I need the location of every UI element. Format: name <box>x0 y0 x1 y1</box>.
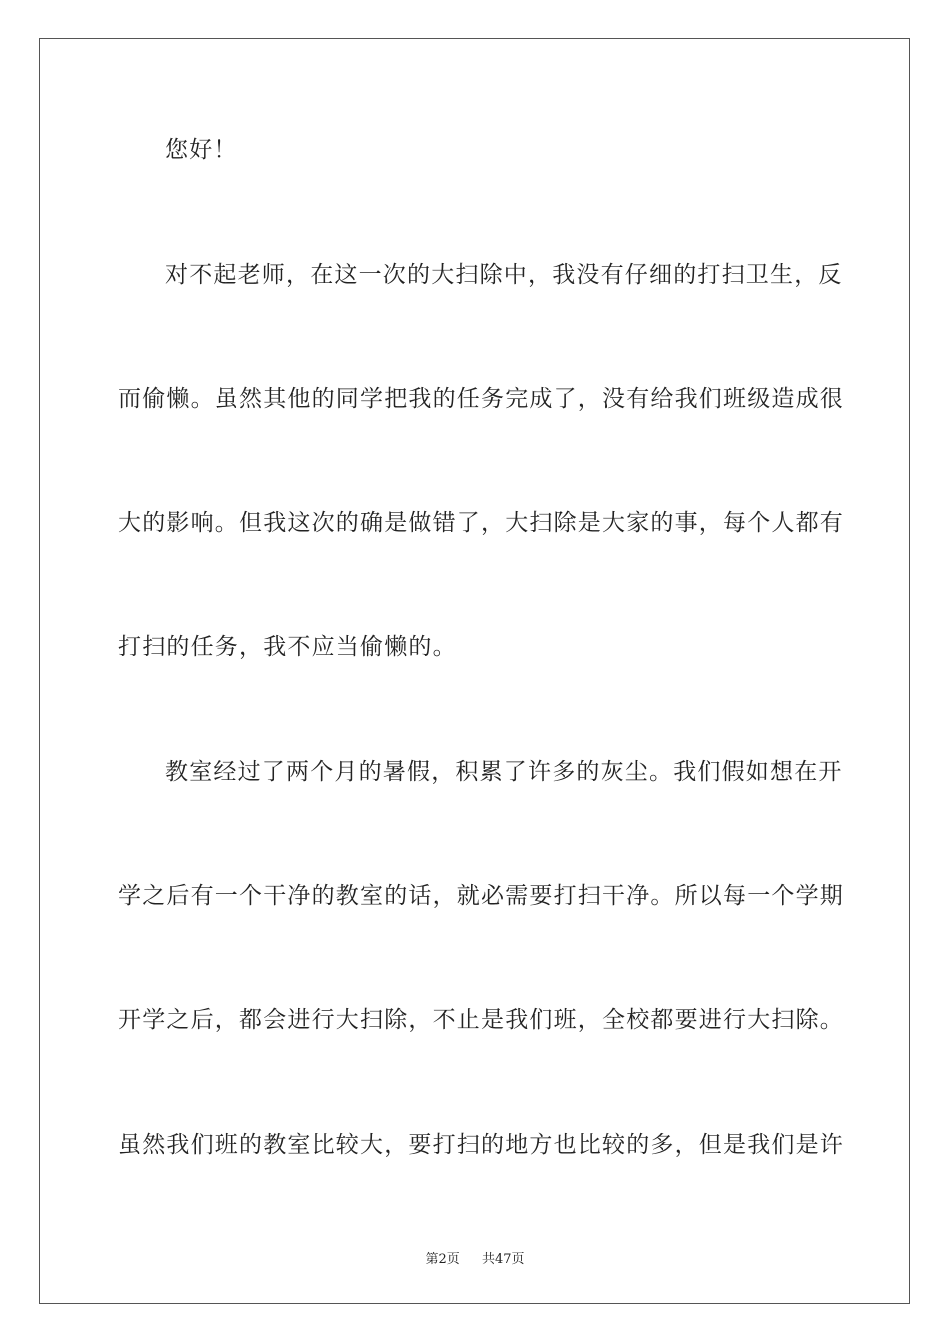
paragraph-2-line-3: 开学之后，都会进行大扫除，不止是我们班，全校都要进行大扫除。 <box>118 1007 844 1033</box>
paragraph-2-line-4: 虽然我们班的教室比较大，要打扫的地方也比较的多，但是我们是许 <box>118 1132 844 1158</box>
page-number: 第2页 <box>425 1252 460 1267</box>
page-frame <box>39 38 910 1304</box>
paragraph-1-line-4: 打扫的任务，我不应当偷懒的。 <box>118 634 457 660</box>
paragraph-2-line-1: 教室经过了两个月的暑假，积累了许多的灰尘。我们假如想在开 <box>165 759 843 785</box>
paragraph-1-line-1: 对不起老师，在这一次的大扫除中，我没有仔细的打扫卫生，反 <box>165 262 843 288</box>
page-footer <box>0 1248 950 1267</box>
page-total: 共47页 <box>482 1252 525 1267</box>
paragraph-2-line-2: 学之后有一个干净的教室的话，就必需要打扫干净。所以每一个学期 <box>118 883 844 909</box>
greeting-line: 您好！ <box>165 137 238 163</box>
paragraph-1-line-3: 大的影响。但我这次的确是做错了，大扫除是大家的事，每个人都有 <box>118 510 844 536</box>
paragraph-1-line-2: 而偷懒。虽然其他的同学把我的任务完成了，没有给我们班级造成很 <box>118 386 844 412</box>
